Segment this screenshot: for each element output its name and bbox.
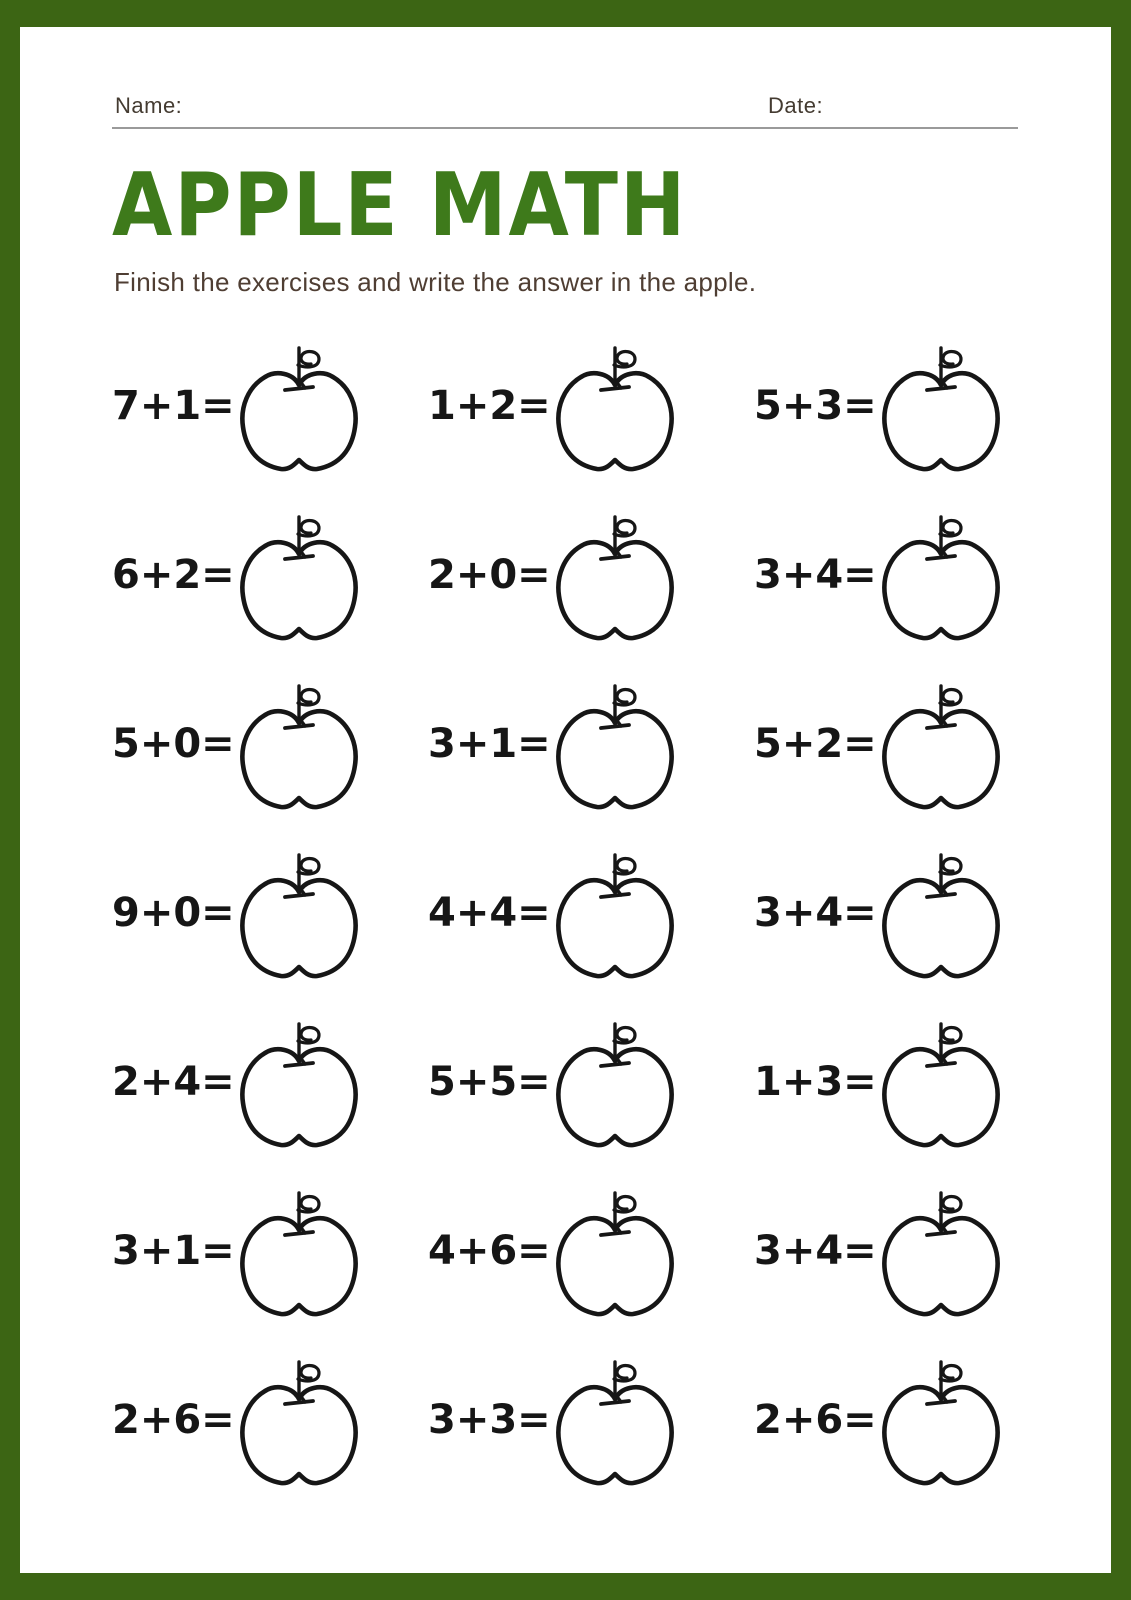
worksheet-page [20,27,1111,1573]
apple-outline-icon[interactable] [552,343,682,481]
apple-outline-icon[interactable] [552,850,682,988]
exercise-cell [428,850,754,1019]
exercise-cell [754,512,1080,681]
apple-outline-icon[interactable] [878,343,1008,481]
equation-text: 3+4= [754,552,877,598]
exercise-cell [754,343,1080,512]
apple-outline-icon[interactable] [236,1188,366,1326]
apple-outline-icon[interactable] [878,512,1008,650]
exercise-cell [754,1188,1080,1357]
equation-text: 4+6= [428,1228,551,1274]
exercise-cell [428,1357,754,1526]
apple-outline-icon[interactable] [236,850,366,988]
equation-text: 3+1= [112,1228,235,1274]
apple-outline-icon[interactable] [552,681,682,819]
exercise-cell [428,681,754,850]
apple-outline-icon[interactable] [552,1019,682,1157]
exercise-cell [754,681,1080,850]
apple-outline-icon[interactable] [236,1019,366,1157]
equation-text: 6+2= [112,552,235,598]
apple-outline-icon[interactable] [878,1357,1008,1495]
equation-text: 3+4= [754,890,877,936]
apple-outline-icon[interactable] [878,850,1008,988]
exercise-cell [428,343,754,512]
exercise-cell [112,1357,428,1526]
equation-text: 5+2= [754,721,877,767]
equation-text: 3+1= [428,721,551,767]
equation-text: 3+4= [754,1228,877,1274]
equation-text: 2+4= [112,1059,235,1105]
equation-text: 1+2= [428,383,551,429]
date-label: Date: [768,93,824,118]
exercise-cell [112,1019,428,1188]
exercise-cell [754,850,1080,1019]
exercise-cell [112,1188,428,1357]
equation-text: 2+6= [754,1397,877,1443]
exercise-cell [428,1188,754,1357]
equation-text: 2+6= [112,1397,235,1443]
apple-outline-icon[interactable] [236,512,366,650]
equation-text: 5+5= [428,1059,551,1105]
apple-outline-icon[interactable] [878,1019,1008,1157]
equation-text: 5+0= [112,721,235,767]
exercise-cell [112,850,428,1019]
exercise-grid [112,343,1080,1526]
apple-outline-icon[interactable] [878,1188,1008,1326]
name-date-rule [112,87,1018,129]
equation-text: 1+3= [754,1059,877,1105]
equation-text: 5+3= [754,383,877,429]
exercise-cell [112,343,428,512]
exercise-cell [428,1019,754,1188]
exercise-cell [428,512,754,681]
page-subtitle: Finish the exercises and write the answer in the apple. [114,267,757,297]
equation-text: 4+4= [428,890,551,936]
exercise-cell [112,681,428,850]
equation-text: 9+0= [112,890,235,936]
apple-outline-icon[interactable] [236,681,366,819]
apple-outline-icon[interactable] [878,681,1008,819]
equation-text: 2+0= [428,552,551,598]
exercise-cell [754,1019,1080,1188]
equation-text: 7+1= [112,383,235,429]
apple-outline-icon[interactable] [552,1357,682,1495]
name-label: Name: [115,93,183,118]
apple-outline-icon[interactable] [236,1357,366,1495]
page-title: APPLE MATH [112,155,688,257]
exercise-cell [754,1357,1080,1526]
equation-text: 3+3= [428,1397,551,1443]
apple-outline-icon[interactable] [552,1188,682,1326]
exercise-cell [112,512,428,681]
apple-outline-icon[interactable] [552,512,682,650]
apple-outline-icon[interactable] [236,343,366,481]
